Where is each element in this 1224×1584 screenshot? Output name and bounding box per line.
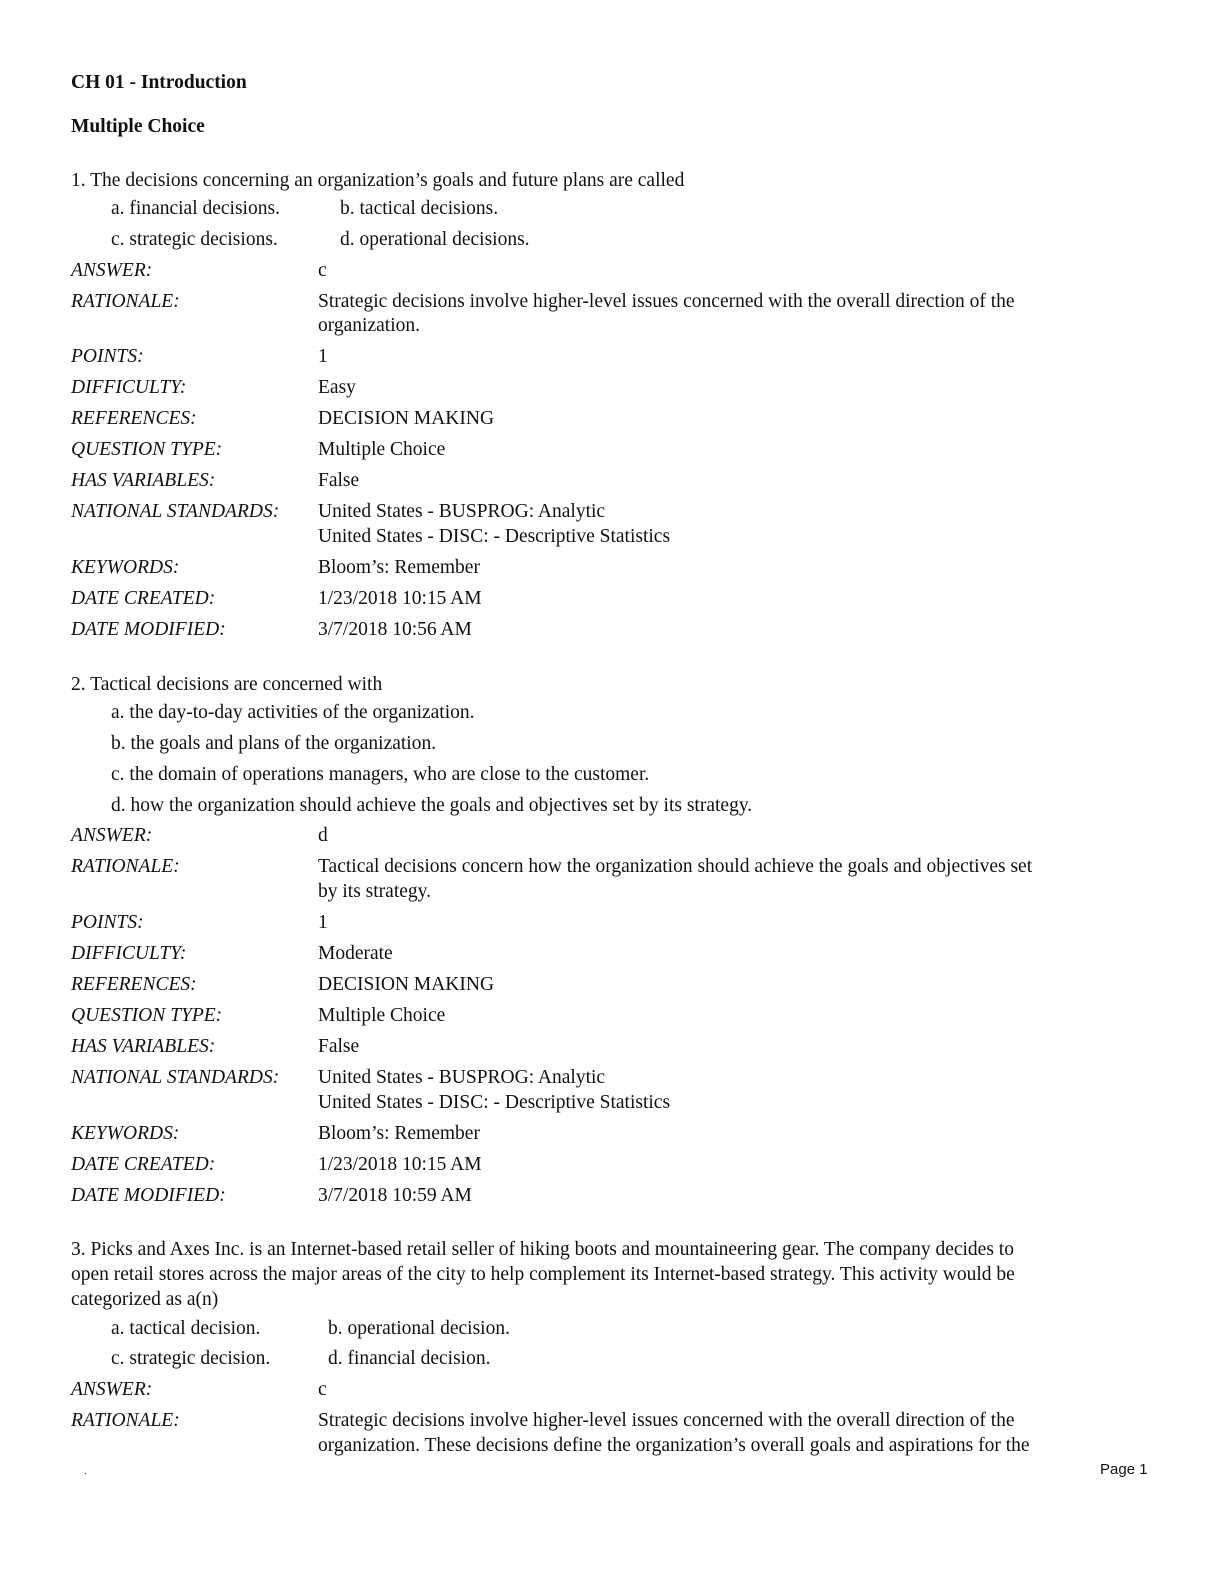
q2-rationale-line-2: by its strategy.: [318, 881, 432, 902]
q2-difficulty-label: DIFFICULTY:: [71, 943, 187, 964]
q1-rationale-label: RATIONALE:: [71, 291, 180, 312]
q2-answer-label: ANSWER:: [71, 825, 153, 846]
q1-question-type-label: QUESTION TYPE:: [71, 439, 223, 460]
question-3-option-b: b. operational decision.: [328, 1318, 510, 1339]
q1-references-label: REFERENCES:: [71, 408, 197, 429]
q2-date-created-value: 1/23/2018 10:15 AM: [318, 1154, 482, 1175]
q3-answer-value: c: [318, 1379, 327, 1400]
q1-points-value: 1: [318, 346, 328, 367]
q2-question-type-label: QUESTION TYPE:: [71, 1005, 223, 1026]
question-3-stem-line-3: categorized as a(n): [71, 1289, 219, 1310]
question-3-stem-line-2: open retail stores across the major areas of the city to help complement its Internet-based strategy. This activity would be: [71, 1264, 1015, 1285]
q2-rationale-line-1: Tactical decisions concern how the organization should achieve the goals and objectives set: [318, 856, 1033, 877]
section-heading: Multiple Choice: [71, 116, 205, 137]
page-number: Page 1: [1100, 1461, 1148, 1478]
q2-has-variables-label: HAS VARIABLES:: [71, 1036, 216, 1057]
chapter-title: CH 01 - Introduction: [71, 72, 247, 93]
question-2-option-d: d. how the organization should achieve the goals and objectives set by its strategy.: [111, 795, 753, 816]
q1-national-standards-label: NATIONAL STANDARDS:: [71, 501, 280, 522]
q1-keywords-value: Bloom’s: Remember: [318, 557, 480, 578]
q1-references-value: DECISION MAKING: [318, 408, 495, 429]
question-3-stem-line-1: 3. Picks and Axes Inc. is an Internet-based retail seller of hiking boots and mountaineering gear. The company decides to: [71, 1239, 1014, 1260]
q2-has-variables-value: False: [318, 1036, 360, 1057]
q3-rationale-label: RATIONALE:: [71, 1410, 180, 1431]
q2-references-value: DECISION MAKING: [318, 974, 495, 995]
q1-date-created-label: DATE CREATED:: [71, 588, 216, 609]
q2-difficulty-value: Moderate: [318, 943, 393, 964]
q1-date-modified-label: DATE MODIFIED:: [71, 619, 226, 640]
question-3-option-c: c. strategic decision.: [111, 1348, 271, 1369]
question-1-option-b: b. tactical decisions.: [340, 198, 499, 219]
footer-dot: .: [84, 1466, 87, 1477]
q1-difficulty-value: Easy: [318, 377, 356, 398]
q2-points-label: POINTS:: [71, 912, 144, 933]
q2-answer-value: d: [318, 825, 328, 846]
q1-standards-line-1: United States - BUSPROG: Analytic: [318, 501, 606, 522]
q1-date-created-value: 1/23/2018 10:15 AM: [318, 588, 482, 609]
q2-keywords-label: KEYWORDS:: [71, 1123, 180, 1144]
q1-question-type-value: Multiple Choice: [318, 439, 446, 460]
q1-rationale-line-2: organization.: [318, 315, 420, 336]
q1-keywords-label: KEYWORDS:: [71, 557, 180, 578]
q2-date-modified-label: DATE MODIFIED:: [71, 1185, 226, 1206]
q2-date-created-label: DATE CREATED:: [71, 1154, 216, 1175]
question-2-option-b: b. the goals and plans of the organization.: [111, 733, 437, 754]
q3-rationale-line-1: Strategic decisions involve higher-level issues concerned with the overall direction of the: [318, 1410, 1015, 1431]
question-1-option-a: a. financial decisions.: [111, 198, 280, 219]
question-2-stem: 2. Tactical decisions are concerned with: [71, 674, 383, 695]
q1-has-variables-value: False: [318, 470, 360, 491]
q1-points-label: POINTS:: [71, 346, 144, 367]
q2-date-modified-value: 3/7/2018 10:59 AM: [318, 1185, 472, 1206]
q2-references-label: REFERENCES:: [71, 974, 197, 995]
q1-rationale-line-1: Strategic decisions involve higher-level issues concerned with the overall direction of the: [318, 291, 1015, 312]
q2-standards-line-2: United States - DISC: - Descriptive Statistics: [318, 1092, 671, 1113]
q1-answer-value: c: [318, 260, 327, 281]
q2-question-type-value: Multiple Choice: [318, 1005, 446, 1026]
q2-rationale-label: RATIONALE:: [71, 856, 180, 877]
question-1-option-d: d. operational decisions.: [340, 229, 530, 250]
q1-date-modified-value: 3/7/2018 10:56 AM: [318, 619, 472, 640]
q3-rationale-line-2: organization. These decisions define the organization’s overall goals and aspirations for the: [318, 1435, 1030, 1456]
q1-has-variables-label: HAS VARIABLES:: [71, 470, 216, 491]
q2-national-standards-label: NATIONAL STANDARDS:: [71, 1067, 280, 1088]
q2-standards-line-1: United States - BUSPROG: Analytic: [318, 1067, 606, 1088]
question-3-option-a: a. tactical decision.: [111, 1318, 261, 1339]
question-1-stem: 1. The decisions concerning an organization’s goals and future plans are called: [71, 170, 685, 191]
q1-standards-line-2: United States - DISC: - Descriptive Statistics: [318, 526, 671, 547]
q2-points-value: 1: [318, 912, 328, 933]
question-3-option-d: d. financial decision.: [328, 1348, 491, 1369]
question-2-option-c: c. the domain of operations managers, who are close to the customer.: [111, 764, 650, 785]
q1-difficulty-label: DIFFICULTY:: [71, 377, 187, 398]
question-1-option-c: c. strategic decisions.: [111, 229, 278, 250]
q1-answer-label: ANSWER:: [71, 260, 153, 281]
q3-answer-label: ANSWER:: [71, 1379, 153, 1400]
q2-keywords-value: Bloom’s: Remember: [318, 1123, 480, 1144]
question-2-option-a: a. the day-to-day activities of the organization.: [111, 702, 475, 723]
